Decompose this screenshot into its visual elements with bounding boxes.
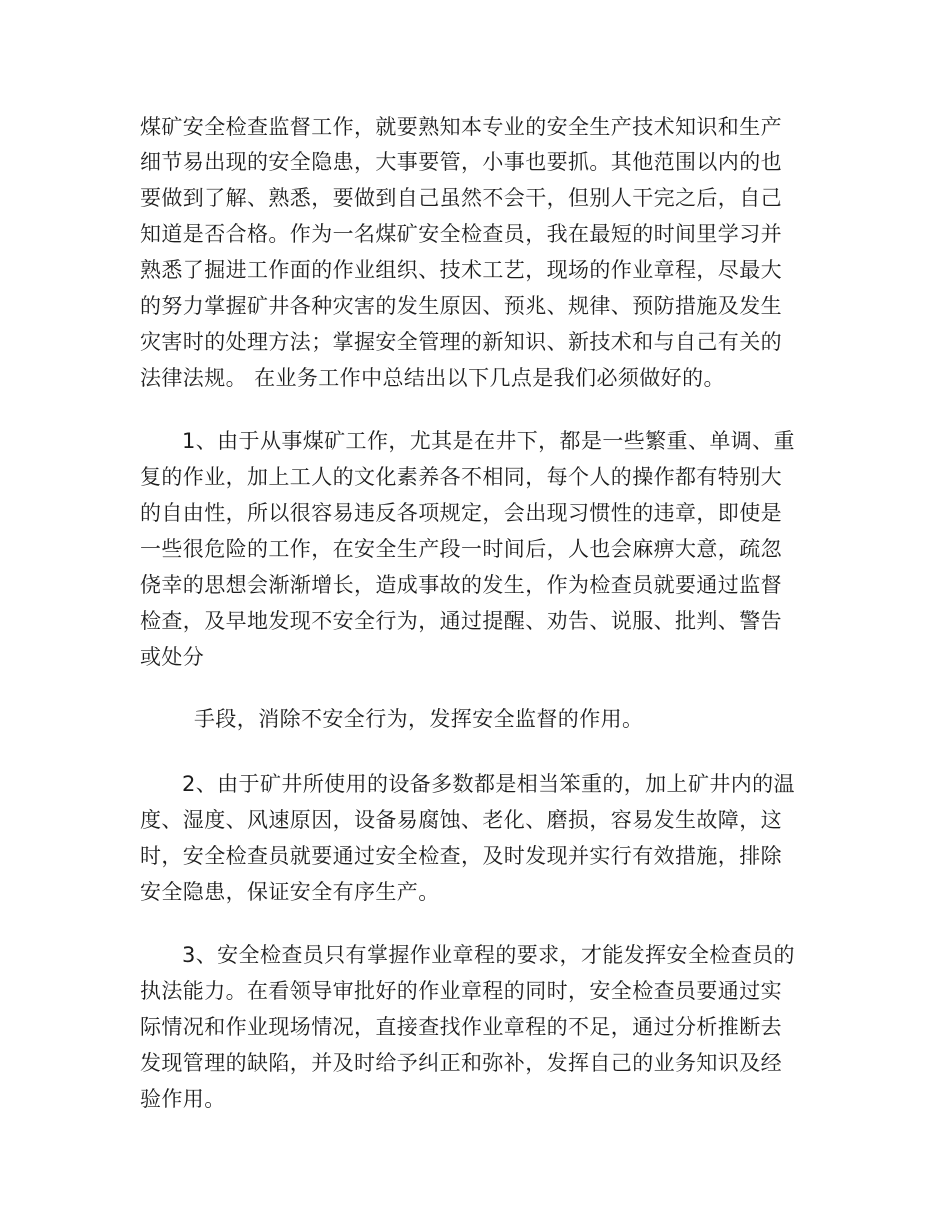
text-line: 法律法规。 在业务工作中总结出以下几点是我们必须做好的。 — [140, 366, 725, 390]
text-line: 复的作业，加上工人的文化素养各不相同，每个人的操作都有特别大 — [140, 465, 782, 489]
text-line: 手段，消除不安全行为，发挥安全监督的作用。 — [194, 707, 644, 731]
text-line: 的努力掌握矿井各种灾害的发生原因、预兆、规律、预防措施及发生 — [140, 294, 782, 318]
text-line: 2、由于矿井所使用的设备多数都是相当笨重的，加上矿井内的温 — [182, 772, 795, 796]
text-line: 度、湿度、风速原因，设备易腐蚀、老化、磨损，容易发生故障，这 — [140, 808, 782, 832]
text-line: 际情况和作业现场情况，直接查找作业章程的不足，通过分析推断去 — [140, 1015, 782, 1039]
text-line: 执法能力。在看领导审批好的作业章程的同时，安全检查员要通过实 — [140, 979, 782, 1003]
text-line: 检查，及早地发现不安全行为，通过提醒、劝告、说服、批判、警告 — [140, 609, 782, 633]
text-line: 知道是否合格。作为一名煤矿安全检查员，我在最短的时间里学习并 — [140, 222, 782, 246]
text-line: 熟悉了掘进工作面的作业组织、技术工艺，现场的作业章程，尽最大 — [140, 258, 782, 282]
text-line: 煤矿安全检查监督工作，就要熟知本专业的安全生产技术知识和生产 — [140, 115, 782, 139]
text-line: 一些很危险的工作，在安全生产段一时间后，人也会麻痹大意，疏忽 — [140, 537, 782, 561]
text-line: 灾害时的处理方法；掌握安全管理的新知识、新技术和与自己有关的 — [140, 330, 782, 354]
text-line: 安全隐患，保证安全有序生产。 — [140, 880, 440, 904]
text-line: 发现管理的缺陷，并及时给予纠正和弥补，发挥自己的业务知识及经 — [140, 1051, 782, 1075]
text-line: 时，安全检查员就要通过安全检查，及时发现并实行有效措施，排除 — [140, 844, 782, 868]
text-line: 或处分 — [140, 645, 205, 669]
text-line: 的自由性，所以很容易违反各项规定，会出现习惯性的违章，即使是 — [140, 501, 782, 525]
text-line: 要做到了解、熟悉，要做到自己虽然不会干，但别人干完之后，自己 — [140, 186, 782, 210]
text-line: 细节易出现的安全隐患，大事要管，小事也要抓。其他范围以内的也 — [140, 150, 782, 174]
text-line: 3、安全检查员只有掌握作业章程的要求，才能发挥安全检查员的 — [182, 943, 795, 967]
text-line: 验作用。 — [140, 1087, 226, 1111]
text-line: 侥幸的思想会渐渐增长，造成事故的发生，作为检查员就要通过监督 — [140, 573, 782, 597]
text-line: 1、由于从事煤矿工作，尤其是在井下，都是一些繁重、单调、重 — [182, 429, 795, 453]
